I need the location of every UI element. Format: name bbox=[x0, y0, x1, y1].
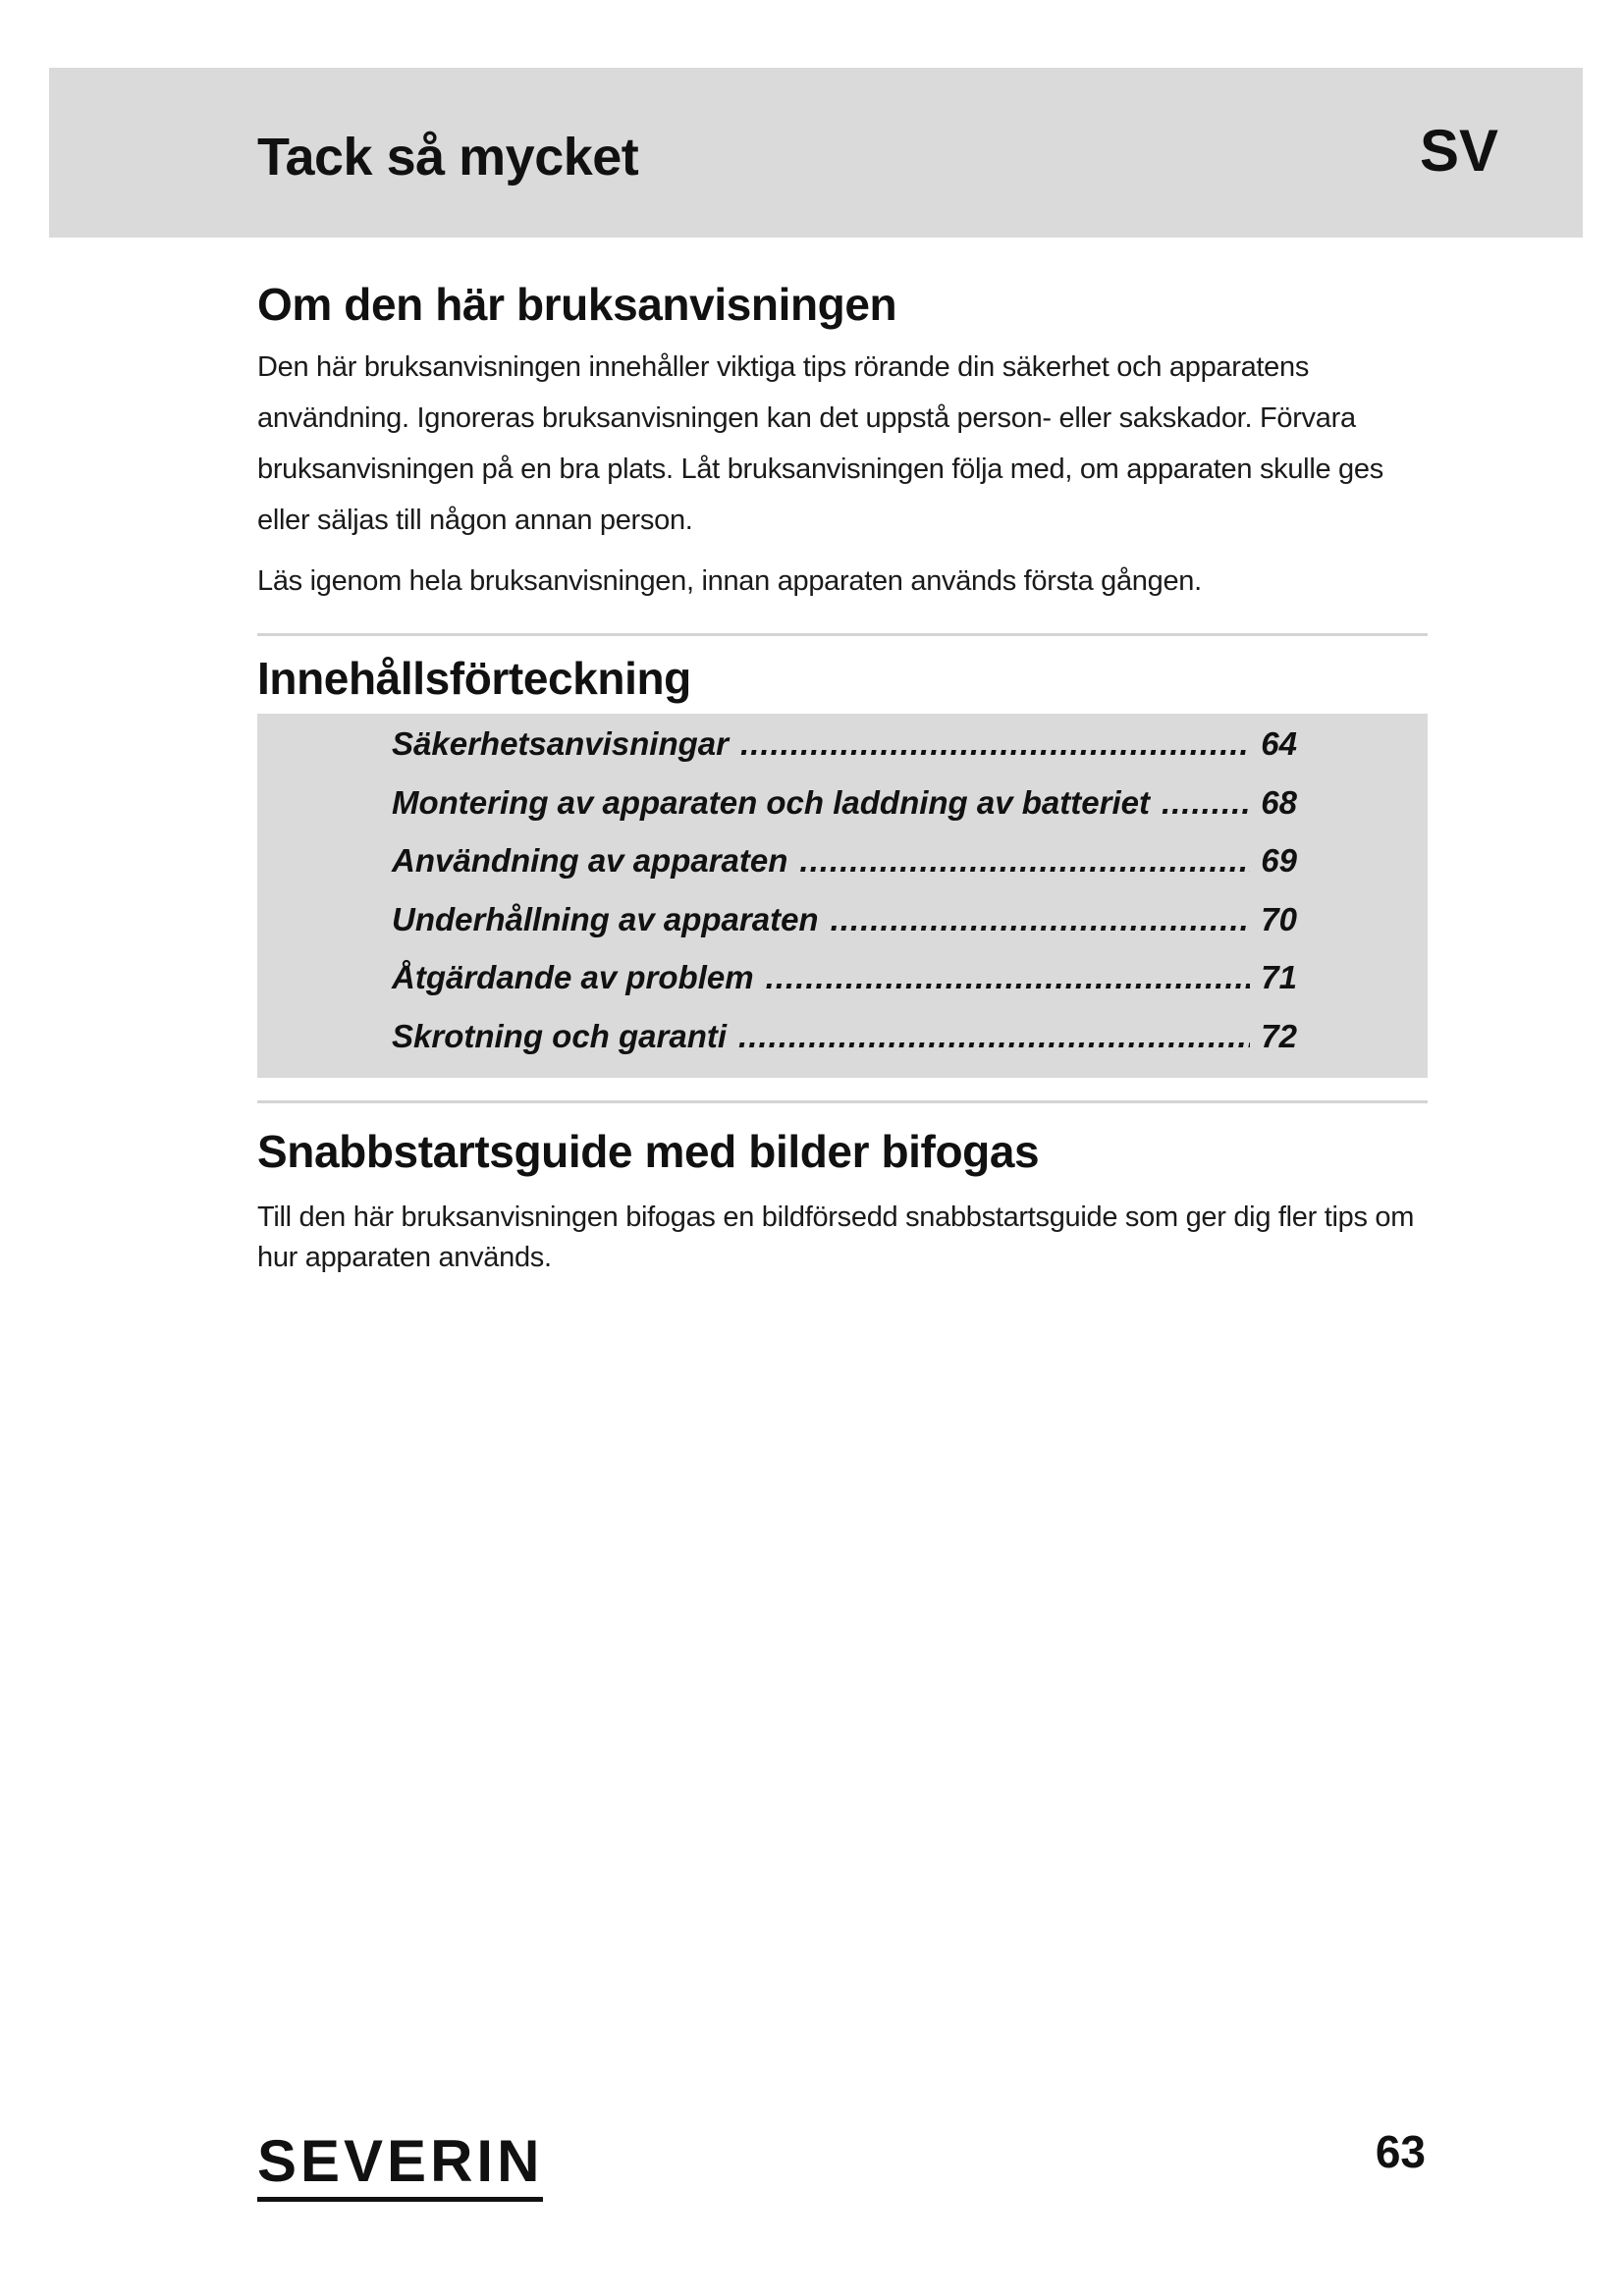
toc-entry-page: 70 bbox=[1261, 900, 1297, 937]
toc-dot-leader bbox=[738, 1018, 1250, 1055]
toc-entry-page: 68 bbox=[1261, 783, 1297, 821]
toc-entry[interactable] bbox=[392, 1018, 1297, 1077]
toc-section bbox=[257, 646, 1428, 711]
toc-dot-leader bbox=[740, 725, 1250, 763]
toc-entry-page: 71 bbox=[1261, 959, 1297, 995]
page-number: 63 bbox=[1375, 2126, 1426, 2177]
toc-box bbox=[257, 714, 1428, 1078]
toc-entry-page: 64 bbox=[1261, 725, 1297, 762]
toc-entry-label: Skrotning och garanti bbox=[392, 1017, 728, 1054]
header-band bbox=[49, 68, 1583, 238]
toc-entry-page: 69 bbox=[1261, 842, 1297, 879]
quickstart-section bbox=[257, 1117, 1428, 1278]
toc-dot-leader bbox=[766, 959, 1250, 996]
toc-entry[interactable] bbox=[392, 842, 1297, 901]
about-section bbox=[257, 273, 1428, 607]
severin-logo: SEVERIN bbox=[257, 2130, 543, 2202]
toc-entry[interactable] bbox=[392, 784, 1297, 843]
about-paragraph: Den här bruksanvisningen innehåller viktiga tips rörande din säkerhet och apparatens användning. Ignoreras bruksanvisningen kan det uppstå person- eller sakskador. Förvara bruksanvisningen på en bra plats. Låt bruksanvisningen följa med, om apparaten skulle ges eller säljas till någon annan person. bbox=[257, 351, 1383, 536]
page-title: Tack så mycket bbox=[257, 128, 639, 187]
quickstart-text: Till den här bruksanvisningen bifogas en bildförsedd snabbstartsguide som ger dig fler tips om hur apparaten används. bbox=[257, 1201, 1415, 1273]
toc-entry-label: Åtgärdande av problem bbox=[392, 959, 754, 995]
toc-dot-leader bbox=[831, 901, 1250, 938]
toc-entry-label: Användning av apparaten bbox=[392, 842, 788, 879]
toc-entry[interactable] bbox=[392, 725, 1297, 784]
toc-heading: Innehållsförteckning bbox=[257, 653, 691, 704]
about-read-note: Läs igenom hela bruksanvisningen, innan apparaten används första gången. bbox=[257, 565, 1202, 597]
toc-dot-leader bbox=[1162, 784, 1250, 822]
section-divider bbox=[257, 1100, 1428, 1103]
toc-entry-label: Underhållning av apparaten bbox=[392, 900, 819, 937]
toc-entry-label: Säkerhetsanvisningar bbox=[392, 725, 729, 762]
toc-entry[interactable] bbox=[392, 901, 1297, 960]
toc-entry-label: Montering av apparaten och laddning av batteriet bbox=[392, 783, 1150, 821]
quickstart-heading: Snabbstartsguide med bilder bifogas bbox=[257, 1126, 1040, 1177]
about-heading: Om den här bruksanvisningen bbox=[257, 279, 897, 330]
toc-list bbox=[392, 725, 1297, 1076]
toc-dot-leader bbox=[799, 842, 1250, 880]
toc-entry[interactable] bbox=[392, 959, 1297, 1018]
section-divider bbox=[257, 633, 1428, 636]
toc-entry-page: 72 bbox=[1261, 1017, 1297, 1054]
language-code: SV bbox=[1419, 118, 1498, 184]
